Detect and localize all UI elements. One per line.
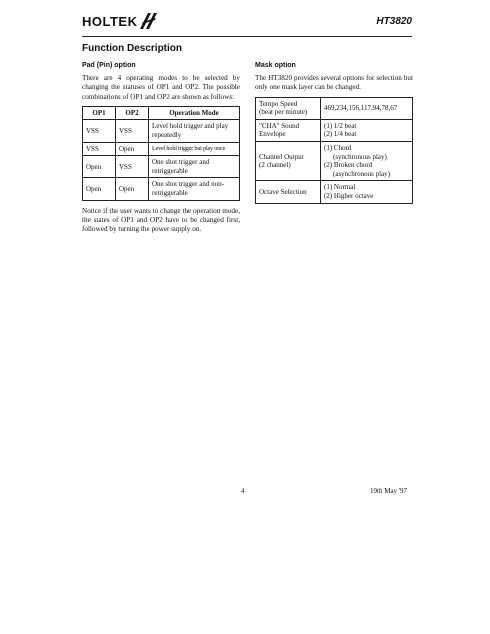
option-values-cell bbox=[321, 141, 413, 180]
table-row bbox=[83, 156, 240, 178]
option-value: (2) Higher octave bbox=[324, 191, 374, 200]
option-value: (1) Normal bbox=[324, 183, 356, 192]
option-name-cell bbox=[256, 97, 321, 119]
option-name-line: Octave Selection bbox=[259, 187, 307, 196]
table-row bbox=[256, 97, 413, 119]
option-values-cell bbox=[321, 97, 413, 119]
header-divider bbox=[82, 36, 412, 37]
option-name-line: Envelope bbox=[259, 130, 286, 139]
table-row bbox=[83, 120, 240, 142]
cell-op1: VSS bbox=[83, 120, 116, 142]
cell-op1: Open bbox=[83, 178, 116, 200]
col-header-op1: OP1 bbox=[83, 106, 116, 120]
cell-op2: Open bbox=[116, 178, 149, 200]
cell-mode: One shot trigger and retriggerable bbox=[149, 156, 240, 178]
cell-op1: Open bbox=[83, 156, 116, 178]
operation-mode-table bbox=[82, 106, 240, 201]
option-value: (1) 1/2 beat bbox=[324, 121, 357, 130]
option-name-line: Channel Output bbox=[259, 152, 304, 161]
option-name-cell bbox=[256, 141, 321, 180]
cell-op2: VSS bbox=[116, 120, 149, 142]
part-number: HT3820 bbox=[376, 16, 412, 27]
col-header-op2: OP2 bbox=[116, 106, 149, 120]
option-value: (1) Chord bbox=[324, 143, 352, 152]
table-row bbox=[256, 181, 413, 203]
logo-text: HOLTEK bbox=[82, 13, 138, 29]
right-column bbox=[255, 62, 413, 204]
option-name-line: Tempo Speed bbox=[259, 99, 298, 108]
page-title: Function Description bbox=[82, 43, 182, 54]
option-name-cell bbox=[256, 119, 321, 141]
page-number: 4 bbox=[241, 487, 245, 495]
page-header bbox=[82, 10, 412, 36]
table-row bbox=[256, 119, 413, 141]
holtek-logo bbox=[82, 10, 159, 32]
table-row bbox=[83, 178, 240, 200]
mask-option-intro: The HT3820 provides several options for selection but only one mask layer can be changed. bbox=[255, 74, 413, 92]
mask-option-table bbox=[255, 97, 413, 204]
holtek-logo-icon bbox=[139, 12, 159, 30]
cell-mode: Level hold trigger but play once bbox=[149, 142, 240, 156]
left-column bbox=[82, 62, 240, 235]
cell-op2: VSS bbox=[116, 156, 149, 178]
operation-mode-notice: Notice if the user wants to change the operation mode, the states of OP1 and OP2 have to be changed first, followed by turning the power supply on. bbox=[82, 206, 240, 234]
option-name-line: (2 channel) bbox=[259, 161, 291, 170]
option-value: (2) 1/4 beat bbox=[324, 130, 357, 139]
mask-option-heading: Mask option bbox=[255, 62, 296, 69]
table-row bbox=[256, 141, 413, 180]
cell-mode: Level hold trigger and play repeatedly bbox=[149, 120, 240, 142]
cell-op2: Open bbox=[116, 142, 149, 156]
option-value: (2) Broken chord bbox=[324, 161, 373, 170]
pad-option-heading: Pad (Pin) option bbox=[82, 62, 136, 69]
option-value: (synchronous play) bbox=[333, 152, 387, 161]
option-values-cell bbox=[321, 119, 413, 141]
cell-op1: VSS bbox=[83, 142, 116, 156]
option-value: (asynchronous play) bbox=[333, 169, 390, 178]
option-name-cell bbox=[256, 181, 321, 203]
option-value: 469,234,156,117,94,78,67 bbox=[324, 103, 398, 112]
option-values-cell bbox=[321, 181, 413, 203]
option-name-line: "CHA" Sound bbox=[259, 121, 300, 130]
col-header-mode: Operation Mode bbox=[149, 106, 240, 120]
table-row bbox=[83, 142, 240, 156]
document-date: 19th May '97 bbox=[370, 487, 408, 495]
cell-mode: One shot trigger and non-retriggerable bbox=[149, 178, 240, 200]
table-header-row bbox=[83, 106, 240, 120]
pad-option-intro: There are 4 operating modes to be selected by changing the statuses of OP1 and OP2. The possible combinations of OP1 and OP2 are shown as follows: bbox=[82, 74, 240, 101]
option-name-line: (beat per minute) bbox=[259, 108, 308, 117]
